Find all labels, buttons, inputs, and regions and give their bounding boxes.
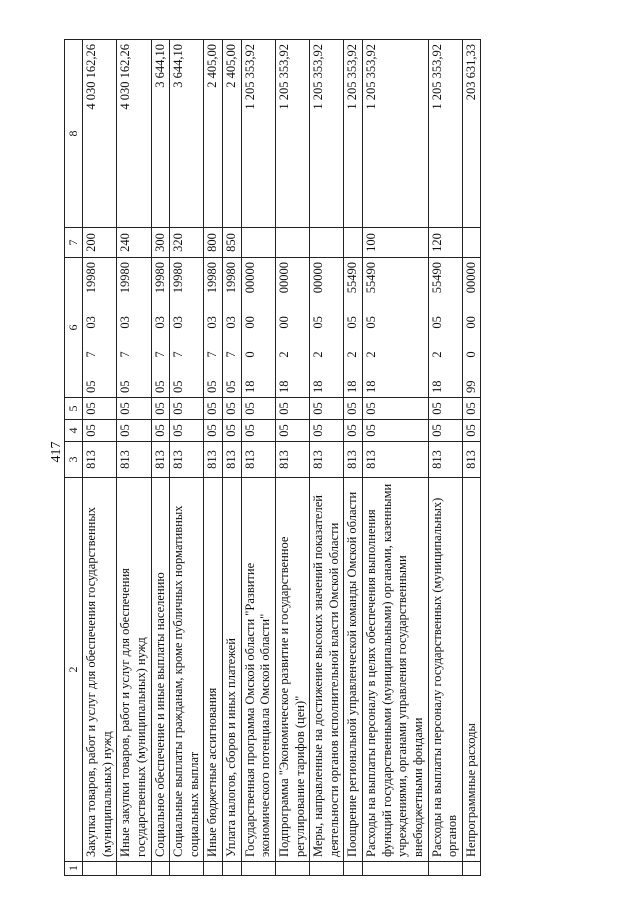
header-row (65, 40, 83, 876)
code-subsection: 05 (223, 398, 242, 420)
target-article-part: 03 (152, 316, 167, 329)
target-article-part: 18 (242, 380, 257, 393)
code-expense-type: 300 (151, 228, 170, 258)
target-article-part: 2 (364, 351, 378, 358)
target-article-part: 2 (345, 351, 360, 358)
target-article-part: 7 (118, 351, 133, 358)
code-expense-type: 120 (428, 228, 462, 258)
row-name: Государственная программа Омской области "Развитие экономического потенциала Омской области" (241, 478, 275, 862)
table-row (275, 40, 309, 876)
code-subsection: 05 (83, 398, 117, 420)
amount: 1 205 353,92 (241, 40, 275, 228)
amount: 2 405,00 (204, 40, 223, 228)
code-target-article (310, 258, 344, 398)
code-section: 05 (462, 420, 481, 442)
code-target-article (83, 258, 117, 398)
empty-cell (151, 862, 170, 876)
target-article-part: 7 (224, 351, 238, 358)
target-article-part: 03 (118, 316, 133, 329)
target-article-parts (345, 262, 361, 393)
amount: 2 405,00 (223, 40, 242, 228)
amount: 1 205 353,92 (363, 40, 429, 228)
row-name: Поощрение региональной управленческой команды Омской области (344, 478, 363, 862)
target-article-part: 03 (84, 316, 98, 329)
page-number: 417 (49, 441, 64, 463)
empty-cell (83, 862, 117, 876)
code-subsection: 05 (204, 398, 223, 420)
code-target-article (223, 258, 242, 398)
row-name: Меры, направленные на достижение высоких значений показателей деятельности органов исполнительной власти Омской области (310, 478, 344, 862)
code-expense-type: 100 (363, 228, 429, 258)
target-article-part: 2 (429, 351, 444, 358)
table-row (241, 40, 275, 876)
code-expense-type (275, 228, 309, 258)
code-target-article (428, 258, 462, 398)
target-article-part: 05 (311, 316, 326, 329)
target-article-parts (311, 262, 327, 393)
row-name: Расходы на выплаты персоналу в целях обеспечения выполнения функций государственными (муниципальными) органами, казенными учреждениями, органами управления государственными внебюджетными фондами (363, 478, 429, 862)
code-ministry: 813 (363, 442, 429, 478)
table-row (310, 40, 344, 876)
code-target-article (117, 258, 151, 398)
amount: 203 631,33 (462, 40, 481, 228)
code-expense-type (310, 228, 344, 258)
target-article-parts (118, 262, 134, 393)
target-article-part: 05 (205, 380, 220, 393)
amount: 3 644,10 (151, 40, 170, 228)
target-article-part: 19980 (224, 262, 238, 294)
code-subsection: 05 (117, 398, 151, 420)
target-article-part: 05 (224, 380, 238, 393)
target-article-part: 18 (364, 380, 378, 393)
row-name: Социальное обеспечение и иные выплаты населению (151, 478, 170, 862)
target-article-part: 7 (84, 351, 98, 358)
target-article-part: 0 (463, 351, 478, 358)
code-target-article (170, 258, 204, 398)
header-cell: 8 (65, 40, 83, 228)
target-article-part: 7 (205, 351, 220, 358)
target-article-part: 19980 (84, 262, 98, 294)
row-name: Социальные выплаты гражданам, кроме публичных нормативных социальных выплат (170, 478, 204, 862)
amount: 4 030 162,26 (117, 40, 151, 228)
target-article-part: 00 (276, 316, 291, 329)
target-article-part: 7 (171, 351, 186, 358)
target-article-part: 00 (242, 316, 257, 329)
code-subsection: 05 (241, 398, 275, 420)
empty-cell (117, 862, 151, 876)
empty-cell (223, 862, 242, 876)
target-article-part: 05 (171, 380, 186, 393)
target-article-part: 03 (171, 316, 186, 329)
code-subsection: 05 (310, 398, 344, 420)
code-section: 05 (344, 420, 363, 442)
row-name: Иные закупки товаров, работ и услуг для обеспечения государственных (муниципальных) нужд (117, 478, 151, 862)
code-ministry: 813 (170, 442, 204, 478)
target-article-part: 05 (429, 316, 444, 329)
code-expense-type (241, 228, 275, 258)
table-row (363, 40, 429, 876)
table-row (117, 40, 151, 876)
code-target-article (204, 258, 223, 398)
target-article-part: 2 (276, 351, 291, 358)
target-article-part: 19980 (205, 262, 220, 294)
code-ministry: 813 (83, 442, 117, 478)
target-article-part: 55490 (429, 262, 444, 294)
target-article-parts (243, 262, 259, 393)
row-name: Непрограммные расходы (462, 478, 481, 862)
amount: 1 205 353,92 (344, 40, 363, 228)
code-section: 05 (223, 420, 242, 442)
code-target-article (275, 258, 309, 398)
target-article-parts (430, 262, 446, 393)
code-section: 05 (151, 420, 170, 442)
code-subsection: 05 (363, 398, 429, 420)
code-section: 05 (117, 420, 151, 442)
empty-cell (310, 862, 344, 876)
code-section: 05 (241, 420, 275, 442)
table-row (151, 40, 170, 876)
code-subsection: 05 (428, 398, 462, 420)
target-article-parts (153, 262, 169, 393)
code-ministry: 813 (241, 442, 275, 478)
target-article-part: 19980 (152, 262, 167, 294)
target-article-part: 99 (463, 380, 478, 393)
empty-cell (275, 862, 309, 876)
target-article-part: 7 (152, 351, 167, 358)
target-article-part: 00000 (276, 262, 291, 294)
code-section: 05 (275, 420, 309, 442)
target-article-part: 18 (311, 380, 326, 393)
table-row (223, 40, 242, 876)
table-wrapper (64, 40, 614, 876)
target-article-part: 18 (345, 380, 360, 393)
code-expense-type (344, 228, 363, 258)
amount: 4 030 162,26 (83, 40, 117, 228)
code-ministry: 813 (275, 442, 309, 478)
target-article-parts (171, 262, 187, 393)
row-name: Иные бюджетные ассигнования (204, 478, 223, 862)
table-row (170, 40, 204, 876)
code-ministry: 813 (204, 442, 223, 478)
target-article-part: 19980 (171, 262, 186, 294)
code-subsection: 05 (462, 398, 481, 420)
header-cell: 1 (65, 862, 83, 876)
header-cell: 6 (65, 258, 83, 398)
code-ministry: 813 (428, 442, 462, 478)
target-article-parts (224, 262, 240, 393)
target-article-part: 2 (311, 351, 326, 358)
code-target-article (462, 258, 481, 398)
target-article-part: 03 (205, 316, 220, 329)
target-article-part: 55490 (364, 262, 378, 294)
empty-cell (428, 862, 462, 876)
code-expense-type (462, 228, 481, 258)
empty-cell (462, 862, 481, 876)
empty-cell (170, 862, 204, 876)
code-subsection: 05 (275, 398, 309, 420)
target-article-part: 05 (84, 380, 98, 393)
code-subsection: 05 (170, 398, 204, 420)
empty-cell (204, 862, 223, 876)
code-target-article (344, 258, 363, 398)
target-article-parts (364, 262, 380, 393)
rotated-table-container (64, 40, 614, 876)
code-target-article (241, 258, 275, 398)
table-row (428, 40, 462, 876)
target-article-parts (84, 262, 100, 393)
target-article-parts (464, 262, 480, 393)
table-row (204, 40, 223, 876)
target-article-parts (277, 262, 293, 393)
table-row (344, 40, 363, 876)
row-name: Расходы на выплаты персоналу государственных (муниципальных) органов (428, 478, 462, 862)
target-article-part: 18 (276, 380, 291, 393)
target-article-part: 00000 (311, 262, 326, 294)
code-target-article (151, 258, 170, 398)
table-row (462, 40, 481, 876)
code-expense-type: 320 (170, 228, 204, 258)
empty-cell (344, 862, 363, 876)
row-name: Уплата налогов, сборов и иных платежей (223, 478, 242, 862)
row-name: Подпрограмма "Экономическое развитие и государственное регулирование тарифов (цен)" (275, 478, 309, 862)
amount: 1 205 353,92 (310, 40, 344, 228)
target-article-part: 00000 (463, 262, 478, 294)
code-section: 05 (204, 420, 223, 442)
code-subsection: 05 (151, 398, 170, 420)
target-article-part: 03 (224, 316, 238, 329)
code-section: 05 (363, 420, 429, 442)
row-name: Закупка товаров, работ и услуг для обеспечения государственных (муниципальных) нужд (83, 478, 117, 862)
code-ministry: 813 (151, 442, 170, 478)
header-cell: 7 (65, 228, 83, 258)
code-expense-type: 240 (117, 228, 151, 258)
code-section: 05 (83, 420, 117, 442)
code-ministry: 813 (223, 442, 242, 478)
target-article-part: 18 (429, 380, 444, 393)
target-article-part: 05 (364, 316, 378, 329)
budget-table (64, 39, 481, 876)
code-section: 05 (428, 420, 462, 442)
empty-cell (241, 862, 275, 876)
code-ministry: 813 (344, 442, 363, 478)
target-article-part: 00 (463, 316, 478, 329)
target-article-part: 05 (118, 380, 133, 393)
target-article-part: 0 (242, 351, 257, 358)
target-article-parts (205, 262, 221, 393)
code-ministry: 813 (117, 442, 151, 478)
code-expense-type: 200 (83, 228, 117, 258)
code-expense-type: 850 (223, 228, 242, 258)
code-ministry: 813 (462, 442, 481, 478)
target-article-part: 00000 (242, 262, 257, 294)
header-cell: 5 (65, 398, 83, 420)
code-section: 05 (310, 420, 344, 442)
header-cell: 4 (65, 420, 83, 442)
amount: 1 205 353,92 (275, 40, 309, 228)
amount: 3 644,10 (170, 40, 204, 228)
table-row (83, 40, 117, 876)
target-article-part: 05 (152, 380, 167, 393)
code-expense-type: 800 (204, 228, 223, 258)
target-article-part: 55490 (345, 262, 360, 294)
code-subsection: 05 (344, 398, 363, 420)
code-ministry: 813 (310, 442, 344, 478)
header-cell: 2 (65, 478, 83, 862)
target-article-part: 05 (345, 316, 360, 329)
target-article-part: 19980 (118, 262, 133, 294)
code-section: 05 (170, 420, 204, 442)
header-cell: 3 (65, 442, 83, 478)
code-target-article (363, 258, 429, 398)
amount: 1 205 353,92 (428, 40, 462, 228)
empty-cell (363, 862, 429, 876)
